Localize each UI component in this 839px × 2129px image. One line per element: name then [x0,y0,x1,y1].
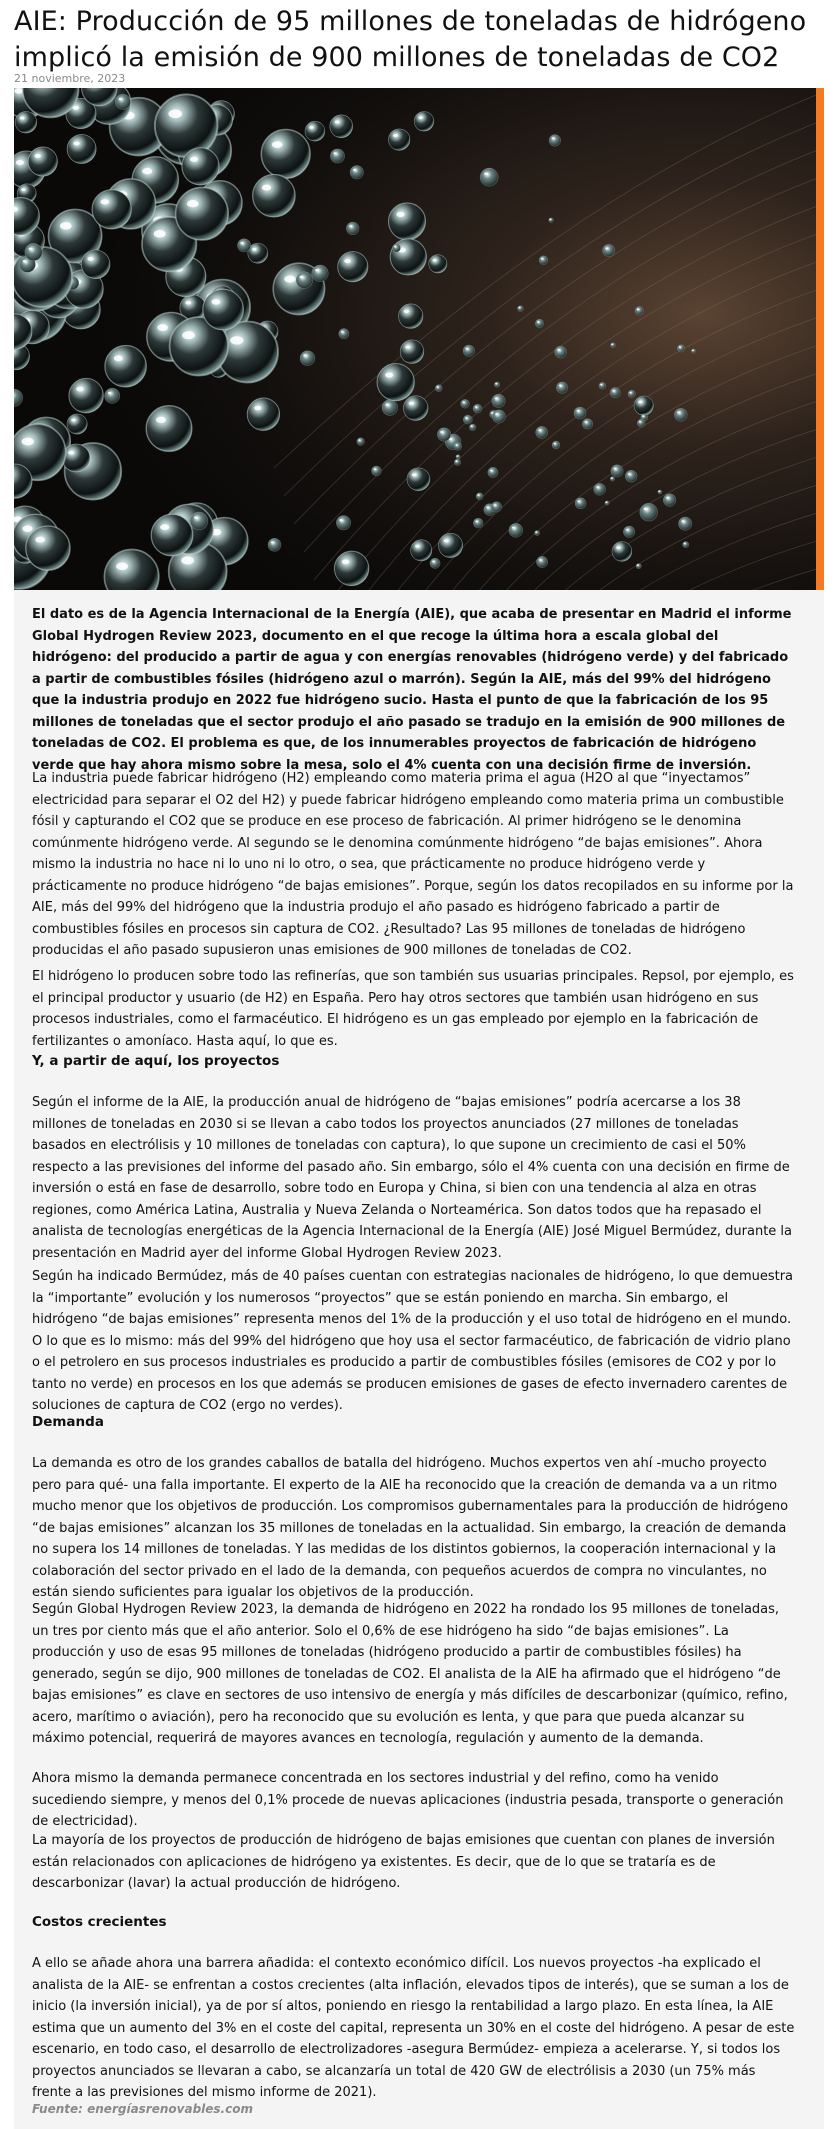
water-droplet [435,385,442,392]
water-droplet [537,556,548,567]
water-droplet [81,250,110,279]
water-droplet [549,218,554,223]
water-droplet [338,252,368,282]
water-droplet [492,394,505,407]
water-droplet [636,564,641,569]
water-droplet [625,470,637,482]
water-droplet [336,516,350,530]
water-droplet [414,112,434,132]
water-droplet [555,346,567,358]
water-droplet [509,523,523,537]
water-droplet [268,538,281,551]
water-droplet [305,121,325,141]
water-droplet [146,406,192,452]
water-droplet [105,346,146,387]
article-source: Fuente: energíasrenovables.com [32,2102,253,2116]
water-droplet [535,531,540,536]
water-droplet [623,526,634,537]
water-droplet [634,396,653,415]
hero-accent-bar [816,88,824,592]
paragraph-1: La industria puede fabricar hidrógeno (H2) empleando como materia prima el agua (H2O al que “inyectamos” electricidad para separar el O2 del H2) y puede fabricar hidrógeno empleando como materia prima un combustible fósil y capturando el CO2 que se produce en ese proceso de fabricación. Al primer hidrógeno se le denomina comúnmente hidrógeno verde. Al segundo se le denomina comúnmente hidrógeno “de bajas emisiones”. Ahora mismo la industria no hace ni lo uno ni lo otro, o sea, que prácticamente no produce hidrógeno verde y prácticamente no produce hidrógeno “de bajas emisiones”. Porque, según los datos recopilados en su informe por la AIE, más del 99% del hidrógeno que la industria produjo el año pasado es hidrógeno fabricado a partir de combustibles fósiles en procesos sin captura de CO2. ¿Resultado? Las 95 millones de toneladas de hidrógeno producidas el año pasado supusieron unas emisiones de 900 millones de toneladas de CO2. [32,771,794,958]
water-droplet [574,407,586,419]
water-droplet [392,244,400,252]
paragraph-7: Ahora mismo la demanda permanece concentrada en los sectores industrial y del refino, como ha venido sucediendo siempre, y menos del 0,1% procede de nuevas aplicaciones (industria pesada, transporte o generación de electricidad). [32,1771,784,1829]
article-body [14,590,824,2129]
water-droplet [411,540,432,561]
water-droplet [346,222,359,235]
water-droplet [389,129,410,150]
water-droplet [429,255,447,273]
water-droplet [312,265,329,282]
water-droplet [247,398,279,430]
water-droplet [491,502,501,512]
section-heading-costos: Costos crecientes [32,1914,167,1930]
water-droplet [438,533,462,557]
water-droplet [430,558,440,568]
water-droplet [372,466,382,476]
water-droplet [105,388,120,403]
water-droplet [610,388,620,398]
water-droplet [610,477,614,481]
water-droplet [556,382,567,393]
water-droplet [488,467,498,477]
water-droplet [549,135,561,147]
water-droplet [238,239,251,252]
water-droplet [334,551,368,585]
paragraph-4: Según ha indicado Bermúdez, más de 40 países cuentan con estrategias nacionales de hidrógeno, lo que demuestra la “importante” evolución y los numerosos “proyectos” que se están poniendo en marcha. Sin embargo, el hidrógeno “de bajas emisiones” representa menos del 1% de la producción y el uso total de hidrógeno en el mundo. O lo que es lo mismo: más del 99% del hidrógeno que hoy usa el sector farmacéutico, de fabricación de vidrio plano o el petrolero en sus procesos industriales es producido a partir de combustibles fósiles (emisores de CO2 y por lo tanto no verde) en procesos en los que además se producen emisiones de gases de efecto invernadero carentes de soluciones de captura de CO2 (ergo no verdes). [32,1269,794,1413]
water-droplet [15,111,37,133]
water-droplet [539,256,548,265]
water-droplet [679,517,692,530]
paragraph-6: Según Global Hydrogen Review 2023, la demanda de hidrógeno en 2022 ha rondado los 95 millones de toneladas, un tres por ciento más que el año anterior. Solo el 0,6% de ese hidrógeno ha sido “de bajas emisiones”. La producción y uso de esas 95 millones de toneladas (hidrógeno producido a partir de combustibles fósiles) ha generado, según se dijo, 900 millones de toneladas de CO2. El analista de la AIE ha afirmado que el hidrógeno “de bajas emisiones” es clave en sectores de uso intensivo de energía y más difíciles de descarbonizar (químico, refino, acero, marítimo o aviación), pero ha reconocido que su evolución es lenta, y que para que pueda alcanzar su máximo potencial, requerirá de mayores avances en tecnología, regulación y aumento de la demanda. [32,1602,788,1746]
water-droplet [494,382,499,387]
water-droplet [190,512,208,530]
water-droplet [67,414,87,434]
water-droplet [463,345,474,356]
paragraph-2: El hidrógeno lo producen sobre todo las refinerías, que son también sus usuarias principales. Repsol, por ejemplo, es el principal productor y usuario (de H2) en España. Pero hay otros sectores que también usan hidrógeno en sus procesos industriales, como el farmacéutico. El hidrógeno es un gas empleado por ejemplo en la fabricación de fertilizantes o amoníaco. Hasta aquí, lo que es. [32,969,794,1049]
water-droplet [357,438,365,446]
water-droplet [350,166,363,179]
water-droplet [683,542,689,548]
water-droplet [261,130,310,179]
water-droplet [605,501,609,505]
water-droplet [469,424,476,431]
section-heading-demanda: Demanda [32,1414,104,1430]
water-droplet [658,490,662,494]
water-droplet [300,351,315,366]
water-droplet [26,526,70,570]
water-droplet [399,304,423,328]
water-droplet [536,426,548,438]
water-droplet [575,498,586,509]
water-droplet [155,94,218,157]
water-droplet [28,147,57,176]
water-droplet [182,148,219,185]
paragraph-5: La demanda es otro de los grandes caballos de batalla del hidrógeno. Muchos expertos ven ahí -mucho proyecto pero para qué- una falla importante. El experto de la AIE ha reconocido que la creación de demanda va a un ritmo mucho menor que los objetivos de producción. Los compromisos gubernamentales para la producción de hidrógeno “de bajas emisiones” alcanzan los 35 millones de toneladas en la actualidad. Sin embargo, la creación de demanda no supera los 14 millones de toneladas. Y las medidas de los distintos gobiernos, la cooperación internacional y la colaboración del sector privado en el lado de la demanda, con pequeños acuerdos de compra no vinculantes, no están siendo suficientes para igualar los objetivos de la producción. [32,1456,789,1600]
water-droplet [628,390,635,397]
water-droplet [635,307,643,315]
water-droplet [518,306,524,312]
paragraph-8: La mayoría de los proyectos de producción de hidrógeno de bajas emisiones que cuentan con planes de inversión están relacionados con aplicaciones de hidrógeno ya existentes. Es decir, que de lo que se trataría es de descarbonizar (lavar) la actual producción de hidrógeno. [32,1833,775,1891]
water-droplet [599,382,606,389]
water-droplet [176,187,229,240]
water-droplet [473,518,483,528]
water-droplet [25,243,42,260]
water-droplet [611,465,623,477]
water-droplet [461,399,470,408]
water-droplet [454,459,460,465]
water-droplet [339,329,349,339]
article-date: 21 noviembre, 2023 [14,72,126,85]
water-droplet [203,289,244,330]
paragraph-9: A ello se añade ahora una barrera añadida: el contexto económico difícil. Los nuevos proyectos -ha explicado el analista de la AIE- se enfrentan a costos crecientes (alta inflación, elevados tipos de interés), que se suman a los de inicio (la inversión inicial), ya de por sí altos, poniendo en riesgo la rentabilidad a largo plazo. En esta línea, la AIE estima que un aumento del 3% en el coste del capital, representa un 30% en el coste del hidrógeno. A pesar de este escenario, en todo caso, el desarrollo de electrolizadores -asegura Bermúdez- empieza a acelerarse. Y, si todos los proyectos anunciados se llevaran a cabo, se alcanzaría un total de 420 GW de electrólisis a 2030 (un 75% más frente a las previsiones del mismo informe de 2021). [32,1956,795,2100]
water-droplet [463,415,472,424]
water-droplet [594,483,606,495]
article-title: AIE: Producción de 95 millones de toneladas de hidrógeno implicó la emisión de 900 millones de toneladas de CO2 [14,6,807,73]
water-droplet [400,340,424,364]
water-droplet [582,419,592,429]
water-droplet [492,410,505,423]
water-droplet [296,272,313,289]
water-droplet [67,135,96,164]
water-droplet [69,378,103,412]
paragraph-3: Según el informe de la AIE, la producción anual de hidrógeno de “bajas emisiones” podría acercarse a los 38 millones de toneladas en 2030 si se llevan a cabo todos los proyectos anunciados (27 millones de toneladas basados en electrólisis y 10 millones de toneladas con captura), lo que supone un crecimiento de casi el 50% respecto a las previsiones del informe del pasado año. Sin embargo, sólo el 4% cuenta con una decisión en firme de inversión o está en fase de desarrollo, sobre todo en Europa y China, si bien con una tendencia al alza en otras regiones, como América Latina, Australia y Nueva Zelanda o Norteamérica. Son datos todos que ha repasado el analista de tecnologías energéticas de la Agencia Internacional de la Energía (AIE) José Miguel Bermúdez, durante la presentación en Madrid ayer del informe Global Hydrogen Review 2023. [32,1095,793,1261]
water-droplet [552,441,560,449]
water-droplet [611,343,616,348]
water-droplet [476,493,483,500]
water-droplet [603,244,615,256]
water-droplet [677,345,684,352]
article-lead: El dato es de la Agencia Internacional de la Energía (AIE), que acaba de presentar en Madrid el informe Global Hydrogen Review 2023, documento en el que recoge la última hora a escala global del hidrógeno: del producido a partir de agua y con energías renovables (hidrógeno verde) y del fabricado a partir de combustibles fósiles (hidrógeno azul o marrón). Según la AIE, más del 99% del hidrógeno que la industria produjo en 2022 fue hidrógeno sucio. Hasta el punto de que la fabricación de los 95 millones de toneladas que el sector produjo el año pasado se tradujo en la emisión de 900 millones de toneladas de CO2. El problema es que, de los innumerables proyectos de fabricación de hidrógeno verde que hay ahora mismo sobre la mesa, solo el 4% cuenta con una decisión firme de inversión. [32,607,792,773]
water-droplet [637,419,645,427]
water-droplet [377,364,414,401]
water-droplet [437,428,450,441]
water-droplet [535,319,543,327]
water-droplet [403,396,428,421]
water-droplet [407,468,430,491]
water-droplet [473,404,482,413]
water-droplet [480,168,498,186]
water-droplet [389,203,426,240]
water-droplet [663,494,676,507]
water-droplet [640,503,658,521]
water-droplet [92,190,131,229]
water-droplet [115,94,130,109]
water-droplet [612,542,632,562]
hero-image [14,88,824,590]
water-droplet [454,443,462,451]
water-droplet [330,115,353,138]
water-droplet [692,349,696,353]
water-droplet [456,455,460,459]
section-heading-proyectos: Y, a partir de aquí, los proyectos [32,1053,280,1069]
water-droplet [330,149,344,163]
water-droplet [382,400,398,416]
water-droplet [62,444,90,472]
water-droplet [674,408,687,421]
water-droplet [151,514,193,556]
hero-image-illustration [14,88,824,590]
water-droplet [253,175,295,217]
